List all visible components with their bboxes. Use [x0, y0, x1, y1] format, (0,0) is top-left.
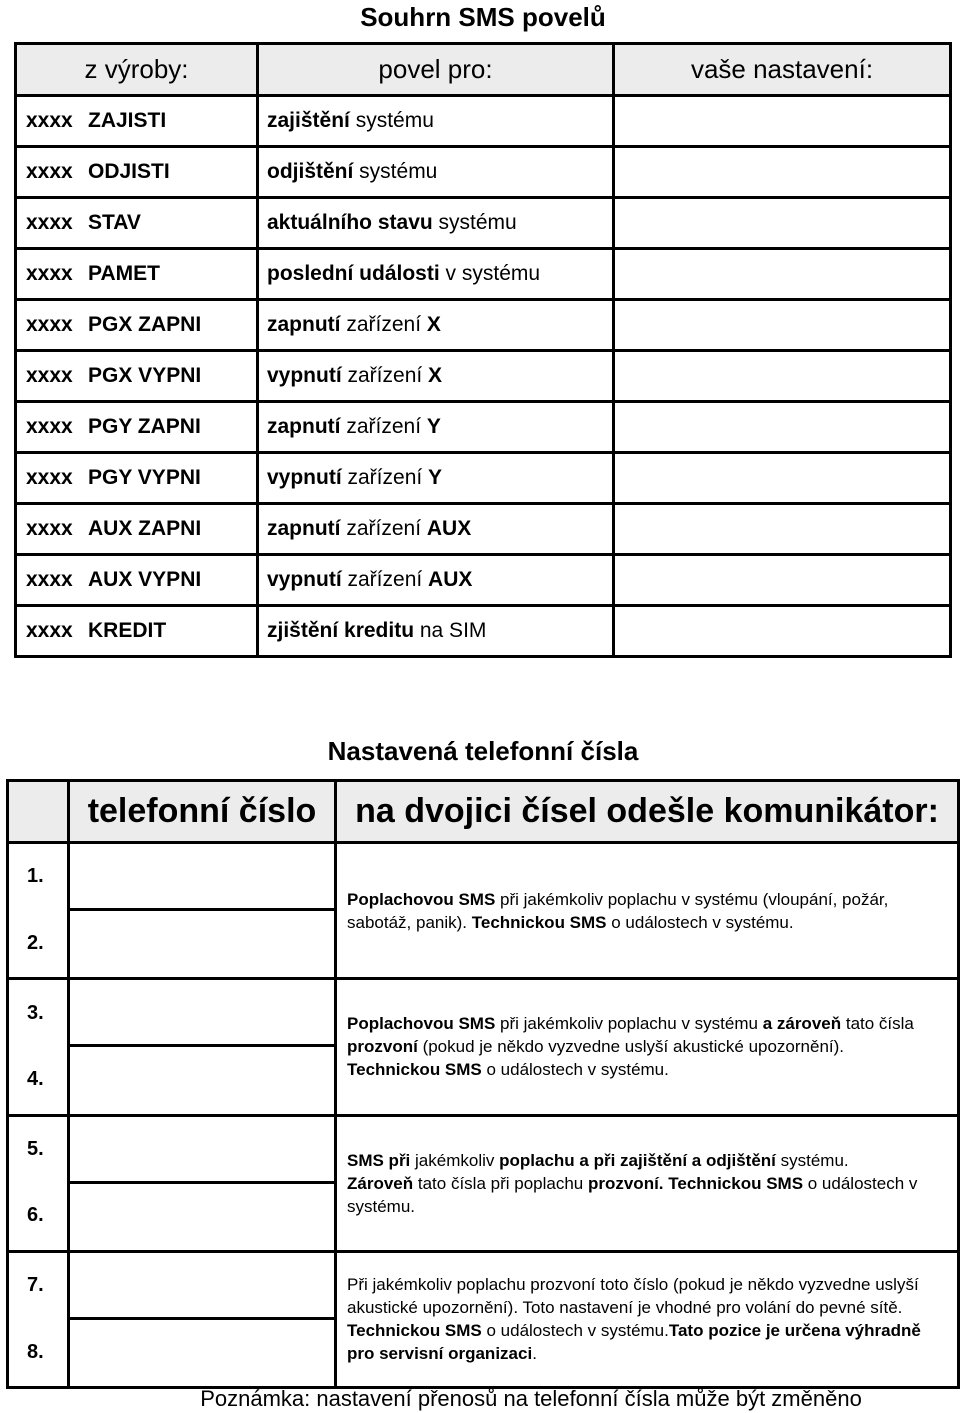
footnote: Poznámka: nastavení přenosů na telefonní čísla může být změněno: [200, 1386, 862, 1411]
user-setting-input[interactable]: [614, 606, 951, 657]
slot-number: 5.: [8, 1115, 69, 1182]
command-keyword: KREDIT: [88, 619, 167, 642]
slot-number: 3.: [8, 979, 69, 1046]
user-setting-input[interactable]: [614, 96, 951, 147]
phone-number-input-1[interactable]: [69, 843, 336, 910]
table-row: [8, 843, 959, 910]
page-title: Souhrn SMS povelů: [360, 2, 606, 32]
slot-number: 7.: [8, 1251, 69, 1318]
table-row: [8, 979, 959, 1046]
slot-number: 2.: [8, 910, 69, 979]
slot-number: 8.: [8, 1318, 69, 1387]
command-keyword: ODJISTI: [88, 160, 170, 183]
factory-command: [16, 249, 258, 300]
command-purpose: odjištění systému: [258, 147, 614, 198]
password-prefix: xxxx: [26, 160, 73, 183]
table-row: [16, 402, 951, 453]
slot-number: 6.: [8, 1182, 69, 1251]
table-row: [16, 555, 951, 606]
pair-description-1: Poplachovou SMS při jakémkoliv poplachu v systému (vloupání, požár, sabotáž, panik). Technickou SMS o událostech v systému.: [336, 843, 959, 979]
phone-number-input-7[interactable]: [69, 1251, 336, 1318]
phone-number-input-8[interactable]: [69, 1318, 336, 1387]
header-your-settings: vaše nastavení:: [614, 44, 951, 96]
command-keyword: AUX VYPNI: [88, 568, 202, 591]
table-row: [8, 1251, 959, 1318]
phone-number-input-5[interactable]: [69, 1115, 336, 1182]
table-header-row: [16, 44, 951, 96]
password-prefix: xxxx: [26, 568, 73, 591]
factory-command: [16, 351, 258, 402]
password-prefix: xxxx: [26, 466, 73, 489]
table-row: [16, 453, 951, 504]
user-setting-input[interactable]: [614, 147, 951, 198]
command-purpose: zapnutí zařízení AUX: [258, 504, 614, 555]
command-purpose: zjištění kreditu na SIM: [258, 606, 614, 657]
pair-description-4: Při jakémkoliv poplachu prozvoní toto číslo (pokud je někdo vyzvedne uslyší akustické upozornění). Toto nastavení je vhodné pro volání do pevné sítě. Technickou SMS o událostech v systému.Tato pozice je určena výhradně pro servisní organizaci.: [336, 1251, 959, 1387]
table-row: [16, 198, 951, 249]
password-prefix: xxxx: [26, 262, 73, 285]
user-setting-input[interactable]: [614, 402, 951, 453]
table-row: [16, 606, 951, 657]
table-row: [16, 504, 951, 555]
pair-description-2: Poplachovou SMS při jakémkoliv poplachu v systému a zároveň tato čísla prozvoní (pokud je někdo vyzvedne uslyší akustické upozornění). Technickou SMS o událostech v systému.: [336, 979, 959, 1115]
command-keyword: PGY ZAPNI: [88, 415, 201, 438]
command-keyword: PAMET: [88, 262, 160, 285]
user-setting-input[interactable]: [614, 504, 951, 555]
command-keyword: PGX VYPNI: [88, 364, 202, 387]
user-setting-input[interactable]: [614, 198, 951, 249]
password-prefix: xxxx: [26, 109, 73, 132]
factory-command: [16, 300, 258, 351]
header-blank: [8, 781, 69, 843]
table-row: [16, 249, 951, 300]
factory-command: [16, 504, 258, 555]
user-setting-input[interactable]: [614, 555, 951, 606]
header-command-for: povel pro:: [258, 44, 614, 96]
command-keyword: ZAJISTI: [88, 109, 167, 132]
header-factory-default: z výroby:: [16, 44, 258, 96]
table-row: [16, 96, 951, 147]
user-setting-input[interactable]: [614, 300, 951, 351]
command-purpose: zajištění systému: [258, 96, 614, 147]
slot-number: 1.: [8, 843, 69, 910]
password-prefix: xxxx: [26, 313, 73, 336]
command-purpose: zapnutí zařízení X: [258, 300, 614, 351]
command-purpose: vypnutí zařízení X: [258, 351, 614, 402]
phone-number-input-6[interactable]: [69, 1182, 336, 1251]
command-purpose: aktuálního stavu systému: [258, 198, 614, 249]
factory-command: [16, 96, 258, 147]
command-purpose: zapnutí zařízení Y: [258, 402, 614, 453]
command-purpose: vypnutí zařízení Y: [258, 453, 614, 504]
command-purpose: vypnutí zařízení AUX: [258, 555, 614, 606]
sms-commands-table: [14, 42, 952, 658]
table-row: [16, 351, 951, 402]
table-header-row: [8, 781, 959, 843]
factory-command: [16, 402, 258, 453]
header-sends-to-pair: na dvojici čísel odešle komunikátor:: [336, 781, 959, 843]
command-keyword: PGX ZAPNI: [88, 313, 202, 336]
table-row: [16, 147, 951, 198]
header-phone-number: telefonní číslo: [69, 781, 336, 843]
command-keyword: STAV: [88, 211, 141, 234]
phone-numbers-title: Nastavená telefonní čísla: [327, 736, 639, 766]
password-prefix: xxxx: [26, 211, 73, 234]
pair-description-3: SMS při jakémkoliv poplachu a při zajištění a odjištění systému. Zároveň tato čísla při poplachu prozvoní. Technickou SMS o událostech v systému.: [336, 1115, 959, 1251]
command-keyword: PGY VYPNI: [88, 466, 201, 489]
command-purpose: poslední události v systému: [258, 249, 614, 300]
user-setting-input[interactable]: [614, 351, 951, 402]
password-prefix: xxxx: [26, 364, 73, 387]
user-setting-input[interactable]: [614, 249, 951, 300]
password-prefix: xxxx: [26, 415, 73, 438]
factory-command: [16, 606, 258, 657]
factory-command: [16, 555, 258, 606]
table-row: [16, 300, 951, 351]
phone-number-input-2[interactable]: [69, 910, 336, 979]
factory-command: [16, 198, 258, 249]
phone-number-input-3[interactable]: [69, 979, 336, 1046]
user-setting-input[interactable]: [614, 453, 951, 504]
phone-number-input-4[interactable]: [69, 1046, 336, 1115]
phone-numbers-table: [6, 779, 960, 1389]
command-keyword: AUX ZAPNI: [88, 517, 202, 540]
slot-number: 4.: [8, 1046, 69, 1115]
factory-command: [16, 453, 258, 504]
password-prefix: xxxx: [26, 517, 73, 540]
factory-command: [16, 147, 258, 198]
table-row: [8, 1115, 959, 1182]
password-prefix: xxxx: [26, 619, 73, 642]
